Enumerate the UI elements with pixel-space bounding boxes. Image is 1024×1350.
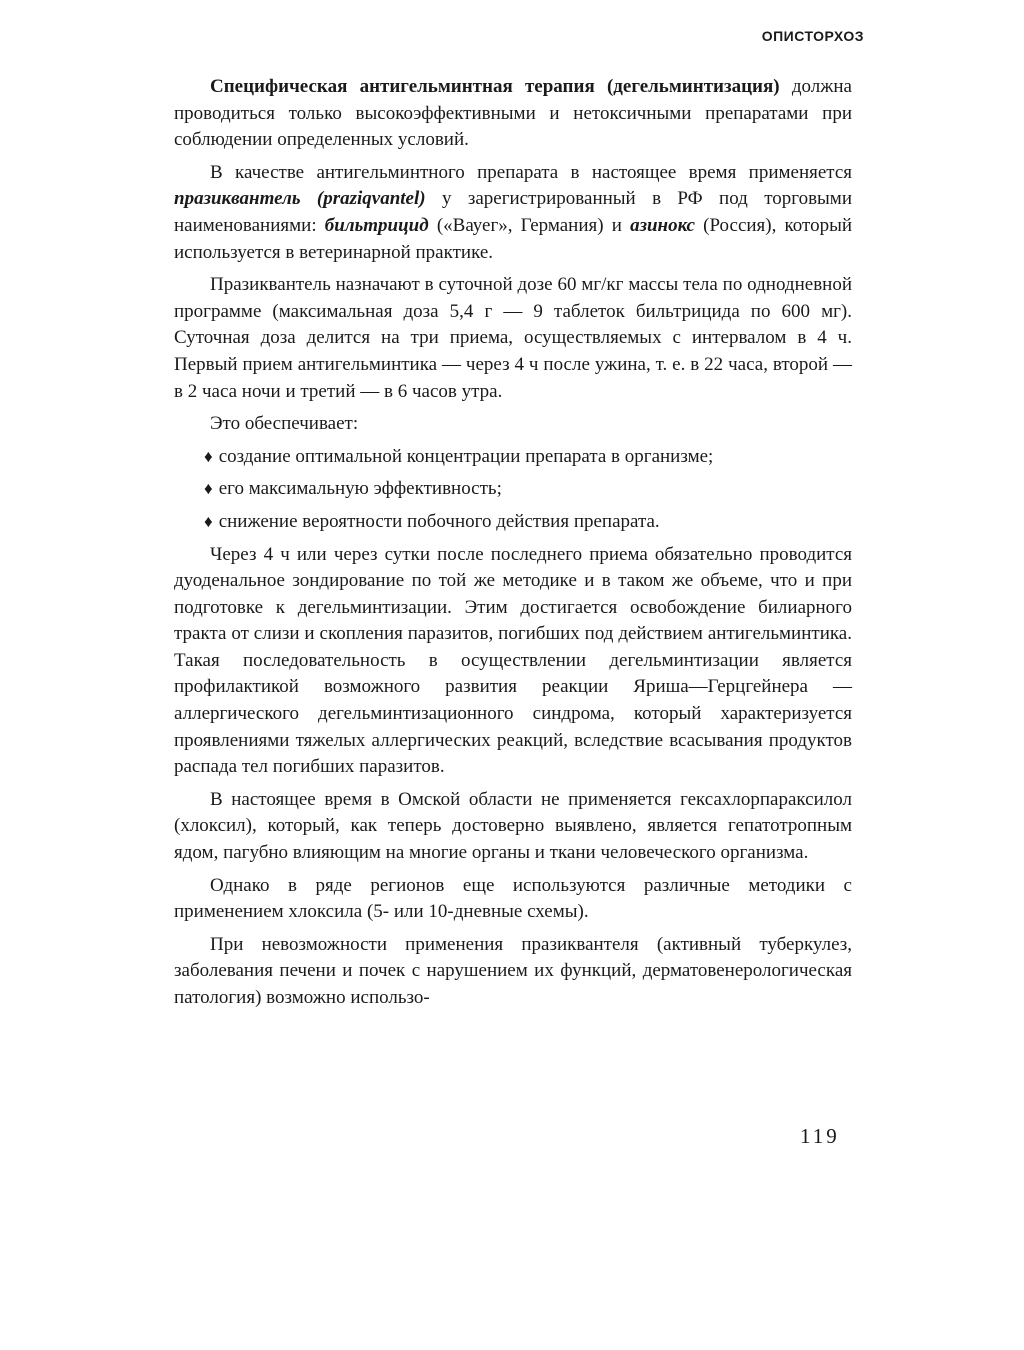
drug-name-azinox: азинокс [630, 214, 695, 236]
paragraph-6: В настоящее время в Омской области не применяется гексахлорпараксилол (хлоксил), который, как теперь достоверно выявлено, является гепатотропным ядом, пагубно влияющим на многие органы и ткани человеческого организма. [174, 788, 852, 864]
drug-name-praziquantel: празиквантель (praziqvantel) [174, 188, 426, 210]
paragraph-2-text-d: (Россия), который используется в ветеринарной практике. [174, 214, 853, 263]
bold-lead-phrase: Специфическая антигельминтная терапия (дегельминтизация) [210, 76, 780, 97]
bullet-item-text: снижение вероятности побочного действия препарата. [218, 510, 660, 532]
body-text [174, 74, 852, 1018]
bullet-item [174, 444, 852, 471]
paragraph-2-text-a: В качестве антигельминтного препарата в настоящее время применяется [210, 161, 852, 183]
paragraph-1 [174, 74, 852, 154]
paragraph-7: Однако в ряде регионов еще используются различные методики с применением хлоксила (5- или 10-дневные схемы). [174, 874, 852, 923]
drug-name-biltricide: бильтрицид [324, 214, 429, 236]
paragraph-1-text: должна проводиться только высокоэффективными и нетоксичными препаратами при соблюдении определенных условий. [174, 76, 852, 151]
bullet-list [174, 444, 852, 536]
paragraph-2-text-b: у зарегистрированный в РФ под торговыми наименованиями: [174, 188, 852, 236]
diamond-bullet-icon: ♦ [204, 479, 213, 499]
page-number: 119 [800, 1124, 840, 1148]
paragraph-3: Празиквантель назначают в суточной дозе 60 мг/кг массы тела по однодневной программе (максимальная доза 5,4 г — 9 таблеток бильтрицида по 600 мг). Суточная доза делится на три приема, осуществляемых с интервалом в 4 ч. Первый прием антигельминтика — через 4 ч после ужина, т. е. в 22 часа, второй — в 2 часа ночи и третий — в 6 часов утра. [174, 274, 852, 402]
paragraph-5: Через 4 ч или через сутки после последнего приема обязательно проводится дуоденальное зондирование по той же методике и в таком же объеме, что и при подготовке к дегельминтизации. Этим достигается освобождение билиарного тракта от слизи и скопления паразитов, погибших под действием антигельминтика. Такая последовательность в осуществлении дегельминтизации является профилактикой возможного развития реакции Яриша—Герцгейнера — аллергического дегельминтизационного синдрома, который характеризуется проявлениями тяжелых аллергических реакций, вследствие всасывания продуктов распада тел погибших паразитов. [174, 543, 852, 778]
bullet-item-text: создание оптимальной концентрации препарата в организме; [218, 445, 714, 467]
running-head: ОПИСТОРХОЗ [761, 28, 864, 44]
bullet-item [174, 476, 852, 503]
paragraph-2 [174, 160, 852, 266]
bullet-item-text: его максимальную эффективность; [218, 478, 502, 500]
paragraph-2-text-c: («Вауег», Германия) и [428, 214, 631, 236]
bullet-item [174, 509, 852, 536]
paragraph-8: При невозможности применения празиквантеля (активный туберкулез, заболевания печени и почек с нарушением их функций, дерматовенерологическая патология) возможно использо- [174, 933, 852, 1008]
diamond-bullet-icon: ♦ [204, 446, 213, 466]
diamond-bullet-icon: ♦ [204, 511, 213, 531]
paragraph-4: Это обеспечивает: [210, 413, 359, 435]
